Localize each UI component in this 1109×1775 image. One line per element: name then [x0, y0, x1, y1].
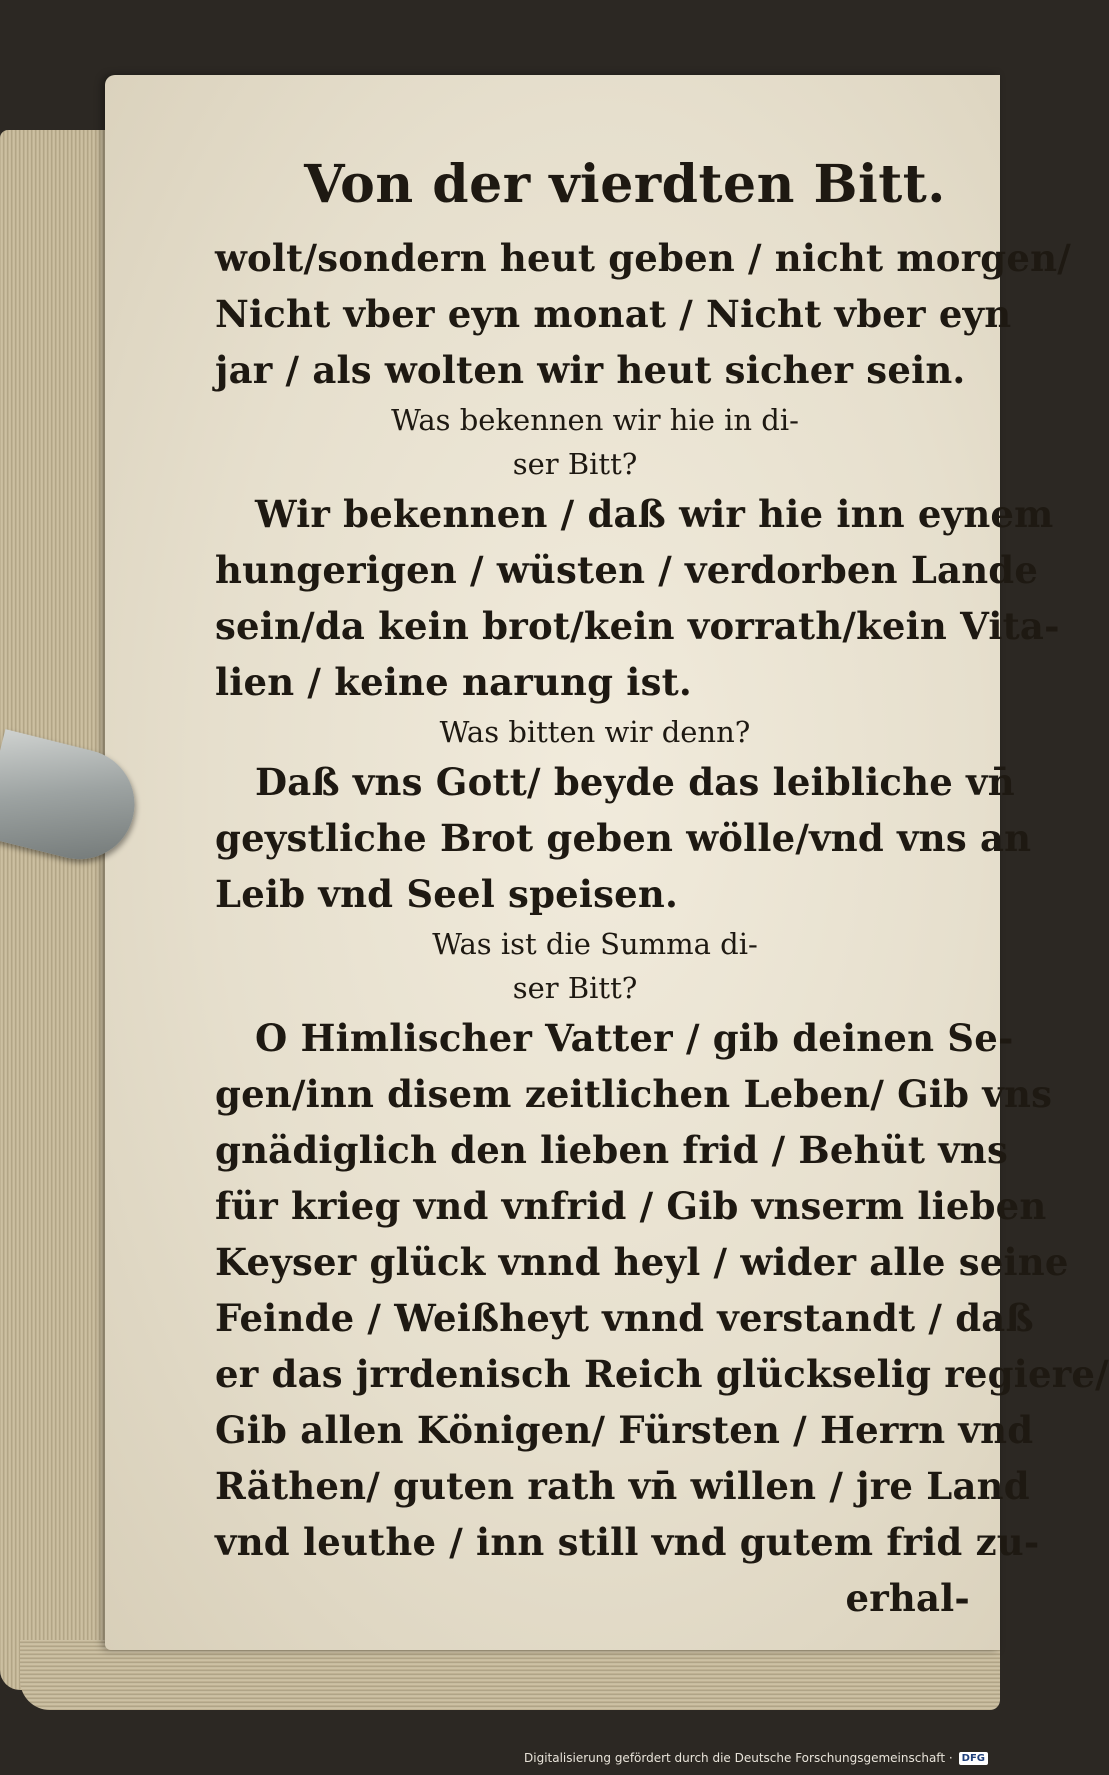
question-line: ser Bitt? — [512, 971, 638, 1005]
text-line: O Himlischer Vatter / gib deinen Se- — [255, 1016, 1014, 1060]
text-lines — [215, 230, 1109, 1626]
text-line: Nicht vber eyn monat / Nicht vber eyn — [215, 292, 1012, 336]
text-block — [215, 150, 1109, 1626]
catchword: erhal- — [845, 1576, 970, 1620]
text-line: er das jrrdenisch Reich glückselig regiere/ — [215, 1352, 1109, 1396]
text-line: gen/inn disem zeitlichen Leben/ Gib vns — [215, 1072, 1053, 1116]
text-line: Keyser glück vnnd heyl / wider alle seine — [215, 1240, 1069, 1284]
question-line: ser Bitt? — [512, 447, 638, 481]
question-line: Was bitten wir denn? — [439, 715, 751, 749]
text-line: Leib vnd Seel speisen. — [215, 872, 679, 916]
footer-credit: Digitalisierung gefördert durch die Deutsche Forschungsgemeinschaft · — [524, 1751, 953, 1765]
footer — [524, 1751, 988, 1765]
dfg-logo: DFG — [959, 1752, 988, 1765]
text-line: für krieg vnd vnfrid / Gib vnserm lieben — [215, 1184, 1047, 1228]
text-line: Feinde / Weißheyt vnnd verstandt / daß — [215, 1296, 1034, 1340]
page-edges-bottom — [20, 1640, 1000, 1710]
text-line: Gib allen Königen/ Fürsten / Herrn vnd — [215, 1408, 1034, 1452]
text-line: lien / keine narung ist. — [215, 660, 692, 704]
text-line: hungerigen / wüsten / verdorben Lande — [215, 548, 1039, 592]
text-line: vnd leuthe / inn still vnd gutem frid zu- — [215, 1520, 1040, 1564]
question-line: Was ist die Summa di- — [432, 927, 758, 961]
question-line: Was bekennen wir hie in di- — [391, 403, 799, 437]
text-line: jar / als wolten wir heut sicher sein. — [215, 348, 966, 392]
text-line: geystliche Brot geben wölle/vnd vns an — [215, 816, 1032, 860]
running-head: Von der vierdten Bitt. — [304, 154, 946, 215]
text-line: Räthen/ guten rath vn̄ willen / jre Land — [215, 1464, 1030, 1508]
text-line: wolt/sondern heut geben / nicht morgen/ — [215, 236, 1071, 280]
text-line: sein/da kein brot/kein vorrath/kein Vita- — [215, 604, 1060, 648]
text-line: Wir bekennen / daß wir hie inn eynem — [255, 492, 1054, 536]
text-line: gnädiglich den lieben frid / Behüt vns — [215, 1128, 1009, 1172]
text-line: Daß vns Gott/ beyde das leibliche vn̄ — [255, 760, 1015, 804]
